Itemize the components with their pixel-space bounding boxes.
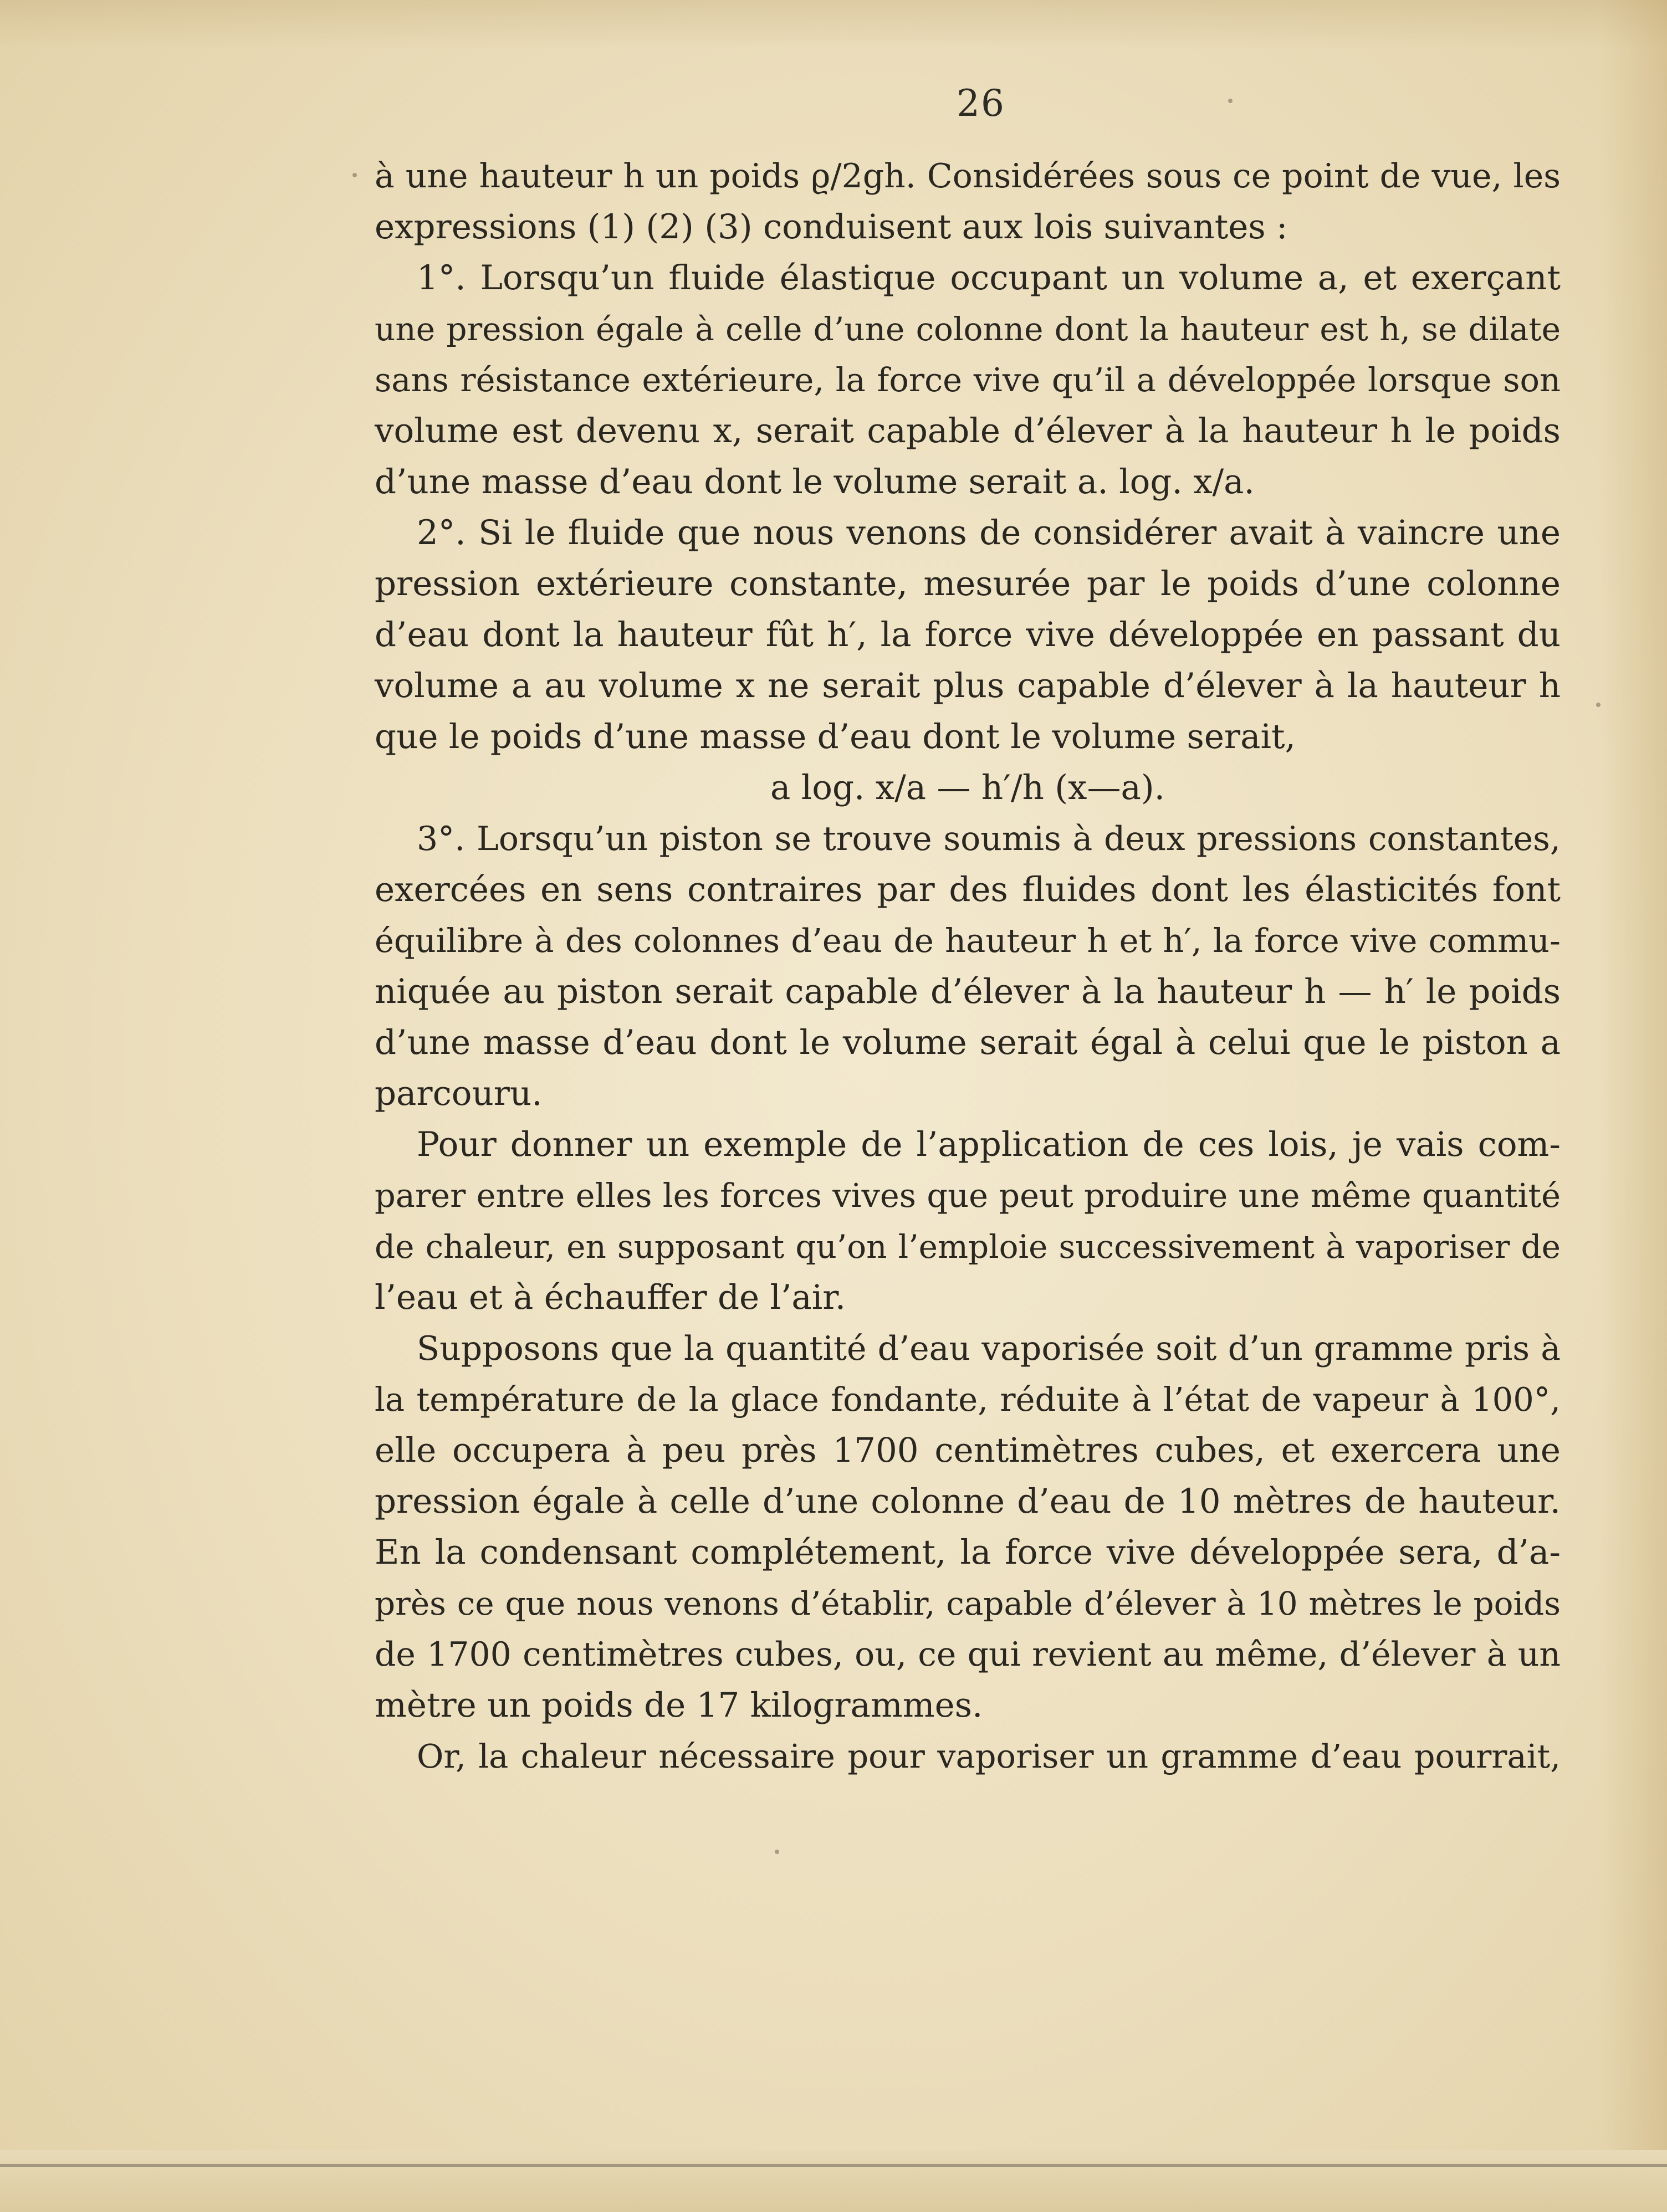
margin-speck xyxy=(352,173,357,177)
margin-speck xyxy=(1596,703,1600,707)
text-line: près ce que nous venons d’établir, capable d’élever à 10 mètres le poids xyxy=(375,1585,1561,1622)
text-line: elle occupera à peu près 1700 centimètres cubes, et exercera une xyxy=(375,1431,1561,1470)
text-line: 1°. Lorsqu’un fluide élastique occupant un volume a, et exerçant xyxy=(417,258,1561,298)
page-edge-line xyxy=(0,2164,1667,2167)
right-edge-shading xyxy=(1600,0,1667,2212)
text-line: niquée au piston serait capable d’élever à la hauteur h — h′ le poids xyxy=(375,972,1561,1011)
margin-speck xyxy=(775,1850,779,1854)
text-line: à une hauteur h un poids ϱ/2gh. Considérées sous ce point de vue, les xyxy=(375,157,1561,196)
text-line: mètre un poids de 17 kilogrammes. xyxy=(375,1686,983,1725)
text-line: volume a au volume x ne serait plus capable d’élever à la hauteur h xyxy=(375,666,1561,705)
text-line: En la condensant complétement, la force vive développée sera, d’a- xyxy=(375,1533,1561,1572)
text-line: Or, la chaleur nécessaire pour vaporiser un gramme d’eau pourrait, xyxy=(417,1737,1561,1775)
text-line: d’une masse d’eau dont le volume serait a. log. x/a. xyxy=(375,462,1255,501)
text-line: sans résistance extérieure, la force vive qu’il a développée lorsque son xyxy=(375,361,1561,399)
text-line: parer entre elles les forces vives que peut produire une même quantité xyxy=(375,1176,1561,1215)
text-line: la température de la glace fondante, réduite à l’état de vapeur à 100°, xyxy=(375,1380,1561,1419)
text-line: 3°. Lorsqu’un piston se trouve soumis à deux pressions constantes, xyxy=(417,820,1561,858)
text-line: d’une masse d’eau dont le volume serait égal à celui que le piston a xyxy=(375,1023,1561,1062)
text-line: Supposons que la quantité d’eau vaporisée soit d’un gramme pris à xyxy=(417,1329,1561,1368)
text-line: de 1700 centimètres cubes, ou, ce qui revient au même, d’élever à un xyxy=(375,1635,1561,1674)
page-bottom-edge xyxy=(0,2150,1667,2212)
body-text xyxy=(375,151,1561,1782)
text-line: volume est devenu x, serait capable d’élever à la hauteur h le poids xyxy=(375,411,1561,450)
text-line: Pour donner un exemple de l’application de ces lois, je vais com- xyxy=(417,1125,1561,1164)
text-line: d’eau dont la hauteur fût h′, la force vive développée en passant du xyxy=(375,615,1561,654)
page-number: 26 xyxy=(957,82,1005,125)
text-line: a log. x/a — h′/h (x—a). xyxy=(770,768,1165,807)
text-line: de chaleur, en supposant qu’on l’emploie successivement à vaporiser de xyxy=(375,1228,1561,1266)
text-line: que le poids d’une masse d’eau dont le volume serait, xyxy=(375,717,1296,756)
text-line: pression égale à celle d’une colonne d’eau de 10 mètres de hauteur. xyxy=(375,1482,1561,1521)
margin-speck xyxy=(1228,99,1233,103)
text-line: exercées en sens contraires par des fluides dont les élasticités font xyxy=(375,870,1561,909)
top-edge-shading xyxy=(0,0,1667,50)
text-line: une pression égale à celle d’une colonne dont la hauteur est h, se dilate xyxy=(375,310,1561,348)
text-line: pression extérieure constante, mesurée par le poids d’une colonne xyxy=(375,564,1561,603)
text-line: l’eau et à échauffer de l’air. xyxy=(375,1278,846,1317)
text-line: 2°. Si le fluide que nous venons de considérer avait à vaincre une xyxy=(417,513,1561,552)
text-line: expressions (1) (2) (3) conduisent aux lois suivantes : xyxy=(375,207,1288,247)
text-line: équilibre à des colonnes d’eau de hauteur h et h′, la force vive commu- xyxy=(375,921,1561,960)
text-line: parcouru. xyxy=(375,1074,543,1113)
